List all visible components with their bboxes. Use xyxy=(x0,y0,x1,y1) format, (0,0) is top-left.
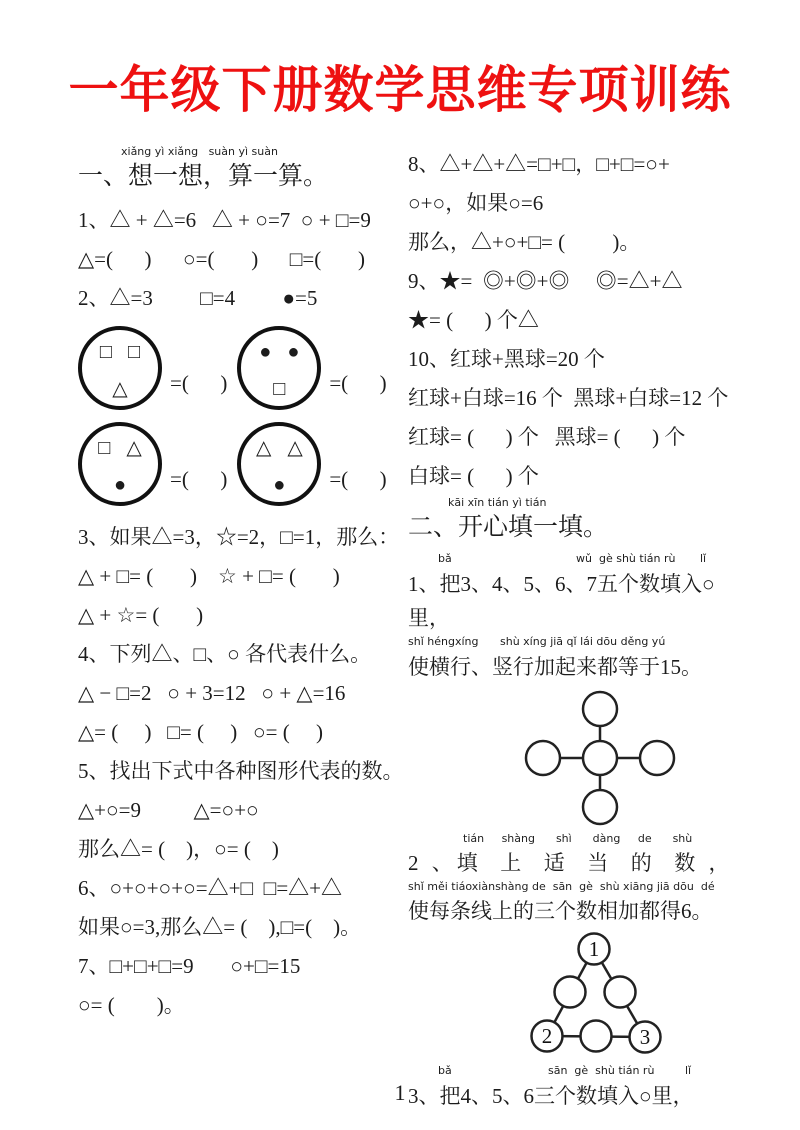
q4-line3: △= ( ) □= ( ) ○= ( ) xyxy=(78,720,324,744)
q7-line1: 7、□+□+□=9 ○+□=15 xyxy=(78,954,301,978)
q2-bubble-row-1 xyxy=(78,326,404,410)
shape-glyph: □ xyxy=(273,378,286,400)
shape-glyph: ● xyxy=(287,341,300,363)
bubble-equation: =( ) xyxy=(329,467,387,491)
q5-line1: 5、找出下式中各种图形代表的数。 xyxy=(78,759,404,783)
page-number: 1 xyxy=(394,1080,406,1105)
q6-line2: 如果○=3,那么△= ( ),□=( )。 xyxy=(78,915,362,939)
q1-line1: 1、△ + △=6 △ + ○=7 ○ + □=9 xyxy=(78,208,371,232)
bubble-top-shapes xyxy=(259,342,299,362)
section1-heading: 一、想一想，算一算。 xyxy=(78,163,329,190)
q3-line2: △ + □= ( ) ☆ + □= ( ) xyxy=(78,564,340,588)
s2q1-pinyin-row1 xyxy=(408,552,742,567)
s2q2-pinyin1: tián shàng shì dàng de shù xyxy=(463,832,693,845)
bubble-top-shapes xyxy=(98,438,141,458)
shape-glyph: △ xyxy=(126,437,142,459)
q10-line1: 10、红球+黑球=20 个 xyxy=(408,347,605,371)
pinyin-chunk: lǐ xyxy=(700,552,707,565)
q10-line4: 白球= ( ) 个 xyxy=(408,464,539,488)
cross-circle-right xyxy=(640,741,674,775)
q4-line2: △ − □=2 ○ + 3=12 ○ + △=16 xyxy=(78,681,346,705)
right-column xyxy=(408,145,742,1113)
worksheet-title: 一年级下册数学思维专项训练 xyxy=(68,62,732,118)
shape-glyph: □ xyxy=(99,341,112,363)
triangle-circle-bottommid xyxy=(581,1021,612,1052)
s2q1-text2: 使横行、竖行加起来都等于15。 xyxy=(408,655,702,679)
pinyin-chunk: wǔ gè shù tián rù xyxy=(576,552,676,565)
section2-heading: 二、开心填一填。 xyxy=(408,514,609,541)
bubble-circle-4 xyxy=(237,422,321,506)
q8-line3: 那么，△+○+□= ( )。 xyxy=(408,230,641,254)
section2-pinyin: kāi xīn tián yì tián xyxy=(448,496,547,509)
cross-circle-left xyxy=(526,741,560,775)
shape-glyph: □ xyxy=(98,437,111,459)
left-column xyxy=(78,145,404,1025)
cross-diagram xyxy=(440,688,710,828)
triangle-diagram xyxy=(440,932,710,1060)
s2q1-text1: 1、把3、4、5、6、7五个数填入○里， xyxy=(408,572,715,630)
bubble-circle-3 xyxy=(78,422,162,506)
bubble-equation: =( ) xyxy=(170,467,228,491)
q9-line1: 9、★= ◎+◎+◎ ◎=△+△ xyxy=(408,269,683,293)
q1-line2: △=( ) ○=( ) □=( ) xyxy=(78,247,366,271)
cross-circle-top xyxy=(583,692,617,726)
pinyin-chunk: shǐ héngxíng xyxy=(408,635,479,648)
bubble-equation: =( ) xyxy=(329,371,387,395)
pinyin-chunk: lǐ xyxy=(685,1064,692,1077)
q3-line1: 3、如果△=3，☆=2，□=1，那么： xyxy=(78,525,400,549)
bubble-equation: =( ) xyxy=(170,371,228,395)
pinyin-chunk: sān gè shù tián rù xyxy=(548,1064,655,1077)
s2q2-text1: 2 、填 上 适 当 的 数 ， xyxy=(408,851,734,875)
triangle-circle-midleft xyxy=(555,977,586,1008)
q4-line1: 4、下列△、□、○ 各代表什么。 xyxy=(78,642,372,666)
bubble-circle-1 xyxy=(78,326,162,410)
pinyin-chunk: bǎ xyxy=(438,552,452,565)
cross-circle-center xyxy=(583,741,617,775)
bubble-top-shapes xyxy=(256,438,303,458)
triangle-label-3: 3 xyxy=(639,1025,651,1049)
s2q3-pinyin-row xyxy=(408,1064,742,1079)
s2q3-text: 3、把4、5、6三个数填入○里， xyxy=(408,1084,694,1108)
pinyin-chunk: shù xíng jiā qǐ lái dōu děng yú xyxy=(500,635,666,648)
s2q2-pinyin2: shǐ měi tiáoxiànshàng de sān gè shù xiāng jiā dōu dé xyxy=(408,880,715,893)
q5-line2: △+○=9 △=○+○ xyxy=(78,798,259,822)
q2-intro: 2、△=3 □=4 ●=5 xyxy=(78,286,318,310)
q10-line2: 红球+白球=16 个 黑球+白球=12 个 xyxy=(408,386,729,410)
q8-line1: 8、△+△+△=□+□，□+□=○+ xyxy=(408,152,670,176)
section1-pinyin: xiǎng yì xiǎng suàn yì suàn xyxy=(121,145,278,158)
triangle-label-1: 1 xyxy=(588,937,600,961)
q5-line3: 那么△= ( )，○= ( ) xyxy=(78,837,279,861)
shape-glyph: ● xyxy=(259,341,272,363)
pinyin-chunk: bǎ xyxy=(438,1064,452,1077)
s2q1-pinyin-row2 xyxy=(408,635,742,650)
shape-glyph: ● xyxy=(273,474,286,496)
triangle-label-2: 2 xyxy=(541,1024,553,1048)
bubble-circle-2 xyxy=(237,326,321,410)
triangle-circle-midright xyxy=(605,977,636,1008)
q10-line3: 红球= ( ) 个 黑球= ( ) 个 xyxy=(408,425,686,449)
q6-line1: 6、○+○+○+○=△+□ □=△+△ xyxy=(78,876,343,900)
cross-circle-bottom xyxy=(583,790,617,824)
shape-glyph: △ xyxy=(287,437,303,459)
q7-line2: ○= ( )。 xyxy=(78,993,185,1017)
shape-glyph: △ xyxy=(112,378,128,400)
shape-glyph: □ xyxy=(128,341,141,363)
shape-glyph: △ xyxy=(255,437,272,459)
q2-bubble-row-2 xyxy=(78,422,404,506)
q9-line2: ★= ( ) 个△ xyxy=(408,308,539,332)
q3-line3: △ + ☆= ( ) xyxy=(78,603,204,627)
q8-line2: ○+○，如果○=6 xyxy=(408,191,544,215)
shape-glyph: ● xyxy=(113,474,127,496)
s2q2-text2: 使每条线上的三个数相加都得6。 xyxy=(408,899,713,923)
bubble-top-shapes xyxy=(100,342,140,362)
